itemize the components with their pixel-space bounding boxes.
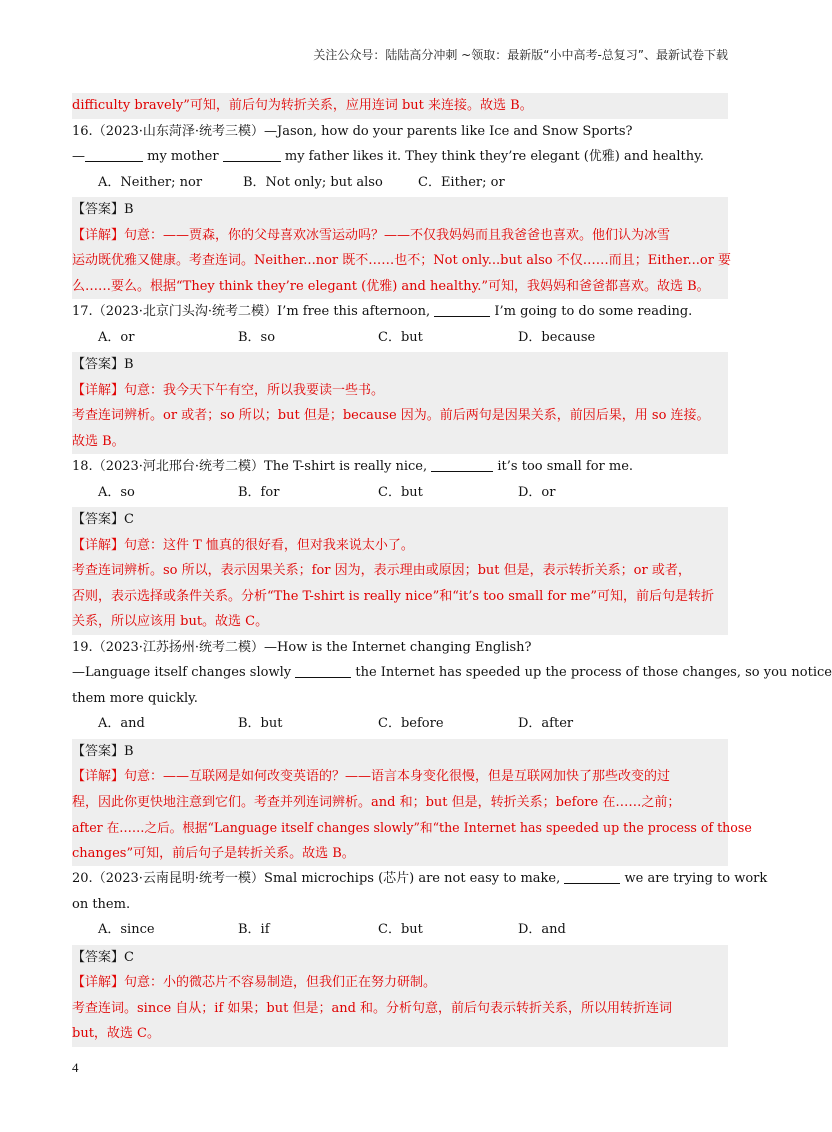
question-stem [72,866,768,892]
question-text: —Language itself changes slowly [72,665,296,680]
question-text: The T-shirt is really nice, [264,459,432,474]
question-18 [72,454,728,635]
option-a: A．and [98,716,145,731]
option-a: A．so [98,484,135,500]
answer-blank [431,458,493,472]
question-stem-line-2: on them. [72,896,131,912]
question-text: —Jason, how do your parents like Ice and Snow Sports? [264,123,633,139]
answer-blank [564,870,620,884]
option-b: B．so [238,329,276,345]
answer-blank [295,664,351,678]
detail-line: 【详解】句意：我今天下午有空，所以我要读一些书。 [72,378,728,404]
detail-line: 运动既优雅又健康。考查连词。Neither...nor 既不……也不；Not only...but also 不仅……而且；Either...or 要 [72,248,728,274]
option-c: C．but [378,329,423,345]
option-d: D．and [518,922,566,937]
options [72,711,728,737]
question-text: my father likes it. They think they’re elegant (优雅) and healthy. [280,149,704,164]
options [72,480,728,506]
question-stem [72,454,728,480]
answer-line: 【答案】B [72,739,728,765]
question-source: （2023·云南昆明·统考一模） [92,871,265,886]
answer-blank [85,148,143,162]
question-text: we are trying to work [620,871,768,886]
detail-line: but，故选 C。 [72,1021,728,1047]
detail-line: 否则，表示选择或条件关系。分析“The T-shirt is really nice”和“it’s too small for me”可知，前后句是转折 [72,584,728,610]
question-source: （2023·山东菏泽·统考三模） [92,123,265,139]
option-c: C．but [378,922,423,937]
question-source: （2023·北京门头沟·统考二模） [92,304,278,319]
answer-blank [434,303,490,317]
detail-line: 考查连词辨析。or 或者；so 所以；but 但是；because 因为。前后两句是因果关系，前因后果，用 so 连接。 [72,403,728,429]
question-stem-line-2 [72,660,832,686]
detail-line: 【详解】句意：小的微芯片不容易制造，但我们正在努力研制。 [72,970,728,996]
question-stem [72,635,728,661]
detail-line: 【详解】句意：——贾森，你的父母喜欢冰雪运动吗？——不仅我妈妈而且我爸爸也喜欢。他们认为冰雪 [72,223,728,249]
detail-line: 考查连词辨析。so 所以，表示因果关系；for 因为，表示理由或原因；but 但是，表示转折关系；or 或者， [72,558,728,584]
question-number: 20. [72,871,93,886]
detail-line: 关系，所以应该用 but。故选 C。 [72,609,728,635]
option-a: A．or [98,329,135,345]
question-stem-line-3: them more quickly. [72,690,198,706]
option-b: B．Not only; but also [243,174,383,190]
option-b: B．if [238,922,270,937]
dash: — [72,149,85,164]
question-source: （2023·河北邢台·统考二模） [92,459,265,474]
question-19 [72,635,832,867]
answer-line: 【答案】C [72,507,728,533]
page-content [72,93,832,1047]
question-text: —How is the Internet changing English? [264,639,532,655]
option-b: B．but [238,716,283,731]
question-20 [72,866,768,1047]
question-source: （2023·江苏扬州·统考二模） [92,639,265,655]
detail-line: 考查连词。since 自从；if 如果；but 但是；and 和。分析句意，前后句表示转折关系，所以用转折连词 [72,996,728,1022]
option-b: B．for [238,484,280,500]
option-a: A．since [98,922,155,937]
option-c: C．but [378,484,423,500]
detail-line: 【详解】句意：这件 T 恤真的很好看，但对我来说太小了。 [72,533,728,559]
detail-line: changes”可知，前后句子是转折关系。故选 B。 [72,841,728,867]
options [72,325,728,351]
question-number: 16. [72,123,93,139]
options [72,917,728,943]
question-text: I’m going to do some reading. [490,304,693,319]
detail-line: 【详解】句意：——互联网是如何改变英语的？——语言本身变化很慢，但是互联网加快了那些改变的过 [72,764,728,790]
detail-line: 故选 B。 [72,429,728,455]
question-number: 18. [72,459,93,474]
option-d: D．because [518,329,596,345]
question-stem-line-2 [72,144,728,170]
question-number: 17. [72,304,93,319]
page-header: 关注公众号：陆陆高分冲刺 ~领取：最新版“小中高考-总复习”、最新试卷下载 [313,48,728,62]
question-number: 19. [72,639,93,655]
detail-line: 么……要么。根据“They think they’re elegant (优雅) and healthy.”可知，我妈妈和爸爸都喜欢。故选 B。 [72,274,728,300]
option-d: D．or [518,484,556,500]
question-text: the Internet has speeded up the process of those changes, so you notice [351,665,832,680]
option-a: A．Neither; nor [98,174,203,190]
question-stem [72,299,728,325]
question-text: Smal microchips (芯片) are not easy to make, [264,871,565,886]
option-d: D．after [518,716,574,731]
answer-line: 【答案】B [72,352,728,378]
detail-line: 程，因此你更快地注意到它们。考查并列连词辨析。and 和；but 但是，转折关系；before 在……之前； [72,790,728,816]
detail-line: after 在……之后。根据“Language itself changes slowly”和“the Internet has speeded up the process of those [72,815,728,841]
question-17 [72,299,728,454]
answer-blank [223,148,281,162]
question-text: my mother [143,149,223,164]
answer-line: 【答案】C [72,945,728,971]
previous-explanation-tail: difficulty bravely”可知，前后句为转折关系，应用连词 but 来连接。故选 B。 [72,93,728,119]
question-16 [72,119,732,300]
question-text: it’s too small for me. [493,459,634,474]
option-c: C．Either; or [418,174,505,190]
option-c: C．before [378,716,444,731]
answer-line: 【答案】B [72,197,728,223]
options [72,170,728,196]
question-text: I’m free this afternoon, [277,304,435,319]
question-stem [72,119,728,145]
page-number: 4 [72,1060,79,1075]
